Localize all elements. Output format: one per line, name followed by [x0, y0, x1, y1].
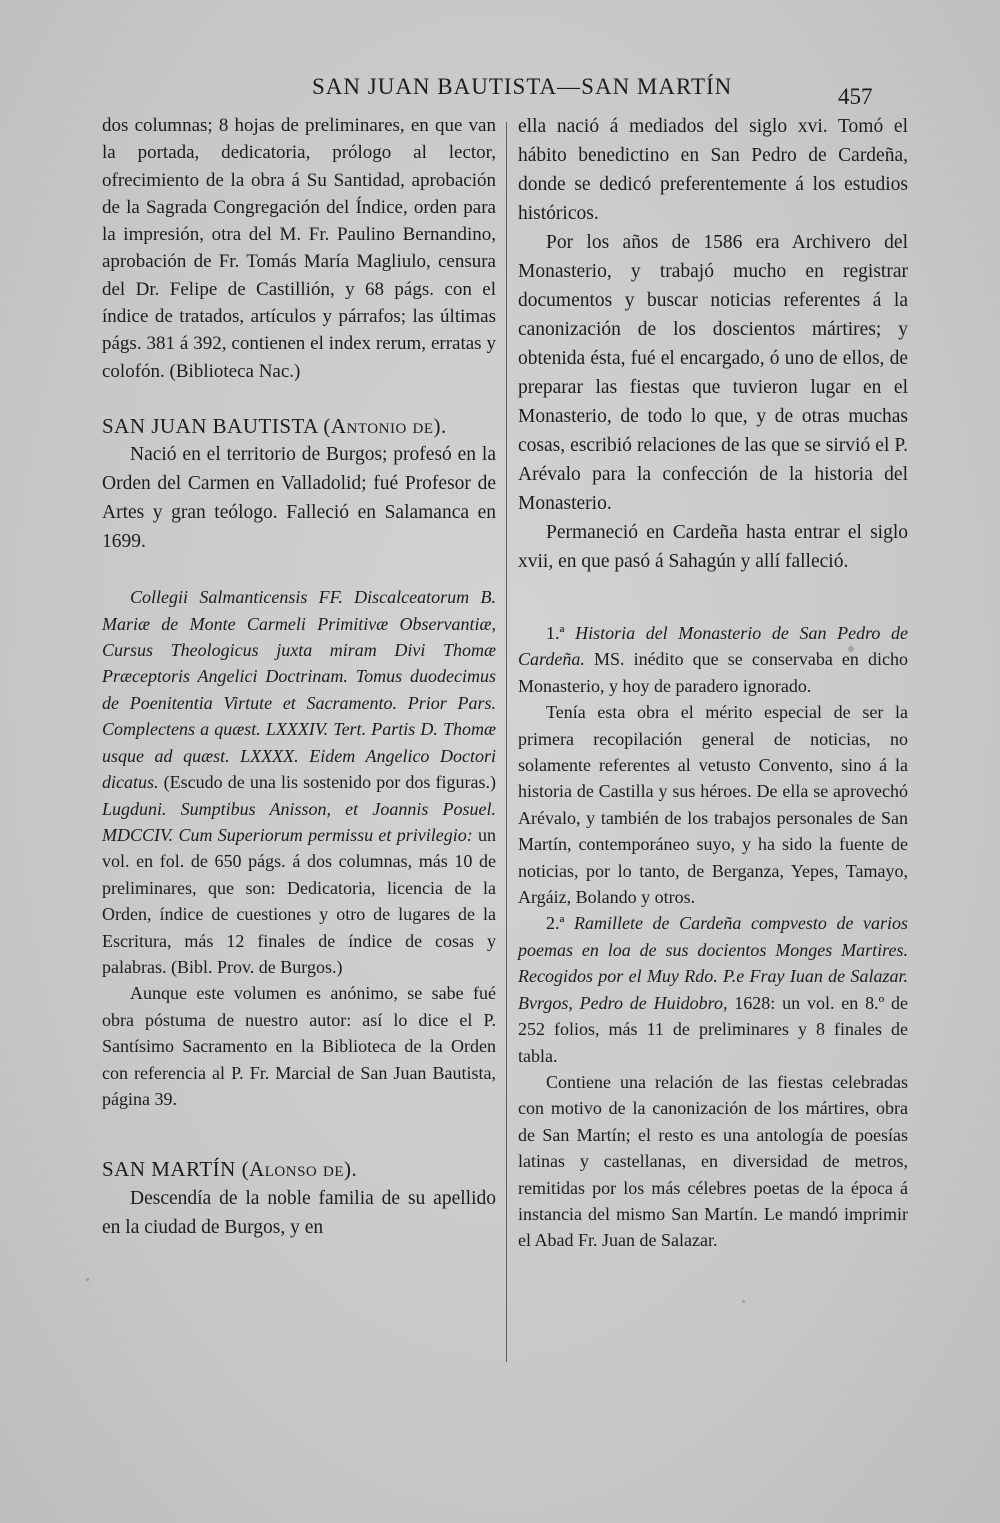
item-commentary: Contiene una relación de las fiestas celebradas con motivo de la canonización de los mártires, obra de San Martín; el resto es una antología de poesías latinas y castellanas, en diversidad de metros, remitidas por los más célebres poetas de la época á instancia del mismo San Martín. Le mandó imprimir el Abad Fr. Juan de Salazar.	[518, 1071, 908, 1251]
biography-paragraph: Permaneció en Cardeña hasta entrar el siglo xvii, en que pasó á Sahagún y allí falleció.	[518, 522, 908, 572]
citation-commentary: Aunque este volumen es anónimo, se sabe fué obra póstuma de nuestro autor: así lo dice el P. Santísimo Sacramento en la Biblioteca de la Orden con referencia al P. Fr. Marcial de San Juan Bautista, página 39.	[102, 983, 496, 1109]
running-title: SAN JUAN BAUTISTA—SAN MARTÍN	[312, 74, 733, 99]
entry-surname: SAN JUAN BAUTISTA	[102, 413, 318, 438]
citation-title: Collegii Salmanticensis FF. Discalceatorum B. Mariæ de Monte Carmeli Primitivæ Observantiæ, Cursus Theologicus juxta miram Divi Thomæ Præceptoris Angelici Doctrinam. Tomus duodecimus de Poenitentia Virtute et Sacramento. Prior Pars. Complectens a quæst. LXXXIV. Tert. Partis D. Thomæ usque ad quæst. LXXXX. Eidem Angelico Doctori dicatus.	[102, 587, 496, 793]
left-column	[102, 112, 496, 1242]
running-head	[0, 74, 1000, 108]
entry-heading-san-juan-bautista	[102, 413, 496, 440]
entry-heading-san-martin	[102, 1156, 496, 1183]
page-number: 457	[838, 84, 873, 109]
paper-speck	[86, 1278, 89, 1281]
item-description: MS. inédito que se conservaba en dicho Monasterio, y hoy de paradero ignorado.	[518, 649, 908, 696]
entry-surname: SAN MARTÍN	[102, 1157, 236, 1182]
entry-given-name: (Alonso de).	[241, 1157, 358, 1182]
item-description: 1628: un vol. en 8.º de 252 folios, más 11 de preliminares y 8 finales de tabla.	[518, 992, 908, 1066]
right-column	[518, 112, 908, 1254]
work-item-1	[518, 620, 908, 699]
column-divider	[506, 122, 507, 1362]
citation-imprint: Lugduni. Sumptibus Anisson, et Joannis Posuel. MDCCIV. Cum Superiorum permissu et privilegio:	[102, 798, 496, 845]
paper-speck	[742, 1300, 745, 1303]
continued-paragraph: dos columnas; 8 hojas de preliminares, en que van la portada, dedicatoria, prólogo al lector, ofrecimiento de la obra á Su Santidad, aprobación de la Sagrada Congregación del Índice, orden para la impresión, otra del M. Fr. Paulino Bernandino, aprobación de Fr. Tomás María Magliulo, censura del Dr. Felipe de Castillión, y 68 págs. con el índice de tratados, artículos y párrafos; las últimas págs. 381 á 392, contienen el index rerum, erratas y colofón. (Biblioteca Nac.)	[102, 115, 496, 382]
work-item-2	[518, 910, 908, 1068]
citation-description: un vol. en fol. de 650 págs. á dos columnas, más 10 de preliminares, que son: Dedicatoria, licencia de la Orden, índice de cuestiones y otro de lugares de la Escritura, más 12 finales de índice de cosas y palabras. (Bibl. Prov. de Burgos.)	[102, 824, 497, 977]
item-number: 1.ª	[546, 623, 565, 643]
item-number: 2.ª	[546, 913, 565, 934]
item-title: Ramillete de Cardeña compvesto de varios poemas en loa de sus docientos Monges Martires. Recogidos por el Muy Rdo. P.e Fray Iuan de Salazar. Bvrgos, Pedro de Huidobro,	[518, 913, 908, 1013]
biography-paragraph: Por los años de 1586 era Archivero del Monasterio, y trabajó mucho en registrar documentos y buscar noticias referentes á la canonización de los doscientos mártires; y obtenida ésta, fué el encargado, ó uno de ellos, de preparar las fiestas que tuvieron lugar en el Monasterio, de todo lo que, y de otras muchas cosas, escribió relaciones de las que se sirvió el P. Arévalo para la confección de la historia del Monasterio.	[518, 232, 908, 514]
item-commentary: Tenía esta obra el mérito especial de ser la primera recopilación general de noticias, no solamente referentes al vetusto Convento, sino á la historia de Castilla y sus héroes. De ella se aprovechó Arévalo, y también de los trabajos personales de San Martín, contemporáneo suyo, y ha sido la fuente de noticias, por lo tanto, de Berganza, Yepes, Tamayo, Argáiz, Bolando y otros.	[518, 702, 908, 908]
entry-biography: Descendía de la noble familia de su apellido en la ciudad de Burgos, y en	[102, 1187, 496, 1238]
item-title: Historia del Monasterio de San Pedro de Cardeña.	[518, 623, 909, 670]
entry-given-name: (Antonio de).	[323, 413, 447, 438]
bibliographic-citation	[102, 584, 496, 980]
citation-note: (Escudo de una lis sostenido por dos figuras.)	[163, 772, 497, 793]
entry-biography: Nació en el territorio de Burgos; profesó en la Orden del Carmen en Valladolid; fué Profesor de Artes y gran teólogo. Falleció en Salamanca en 1699.	[102, 444, 496, 553]
biography-continued: ella nació á mediados del siglo xvi. Tomó el hábito benedictino en San Pedro de Cardeña, donde se dedicó preferentemente á los estudios históricos.	[518, 116, 908, 224]
paper-speck	[848, 646, 854, 652]
